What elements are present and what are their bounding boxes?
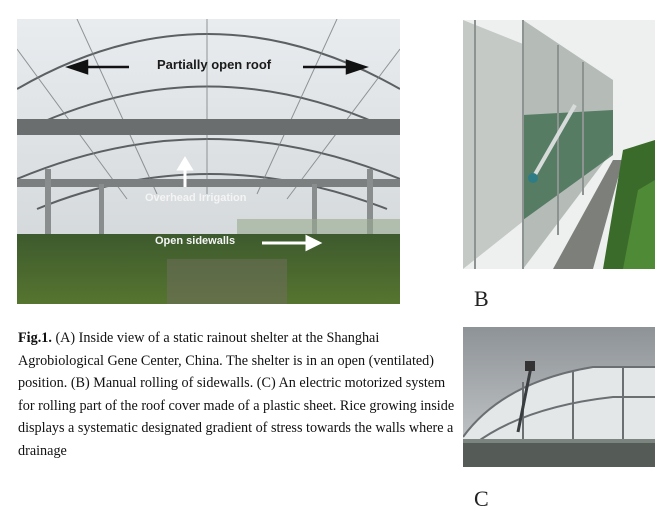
roof-label: Partially open roof	[157, 57, 272, 72]
figure-c-roof-photo	[463, 327, 655, 467]
irrigation-label: Overhead Irrigation	[145, 192, 247, 204]
figure-a-shelter-interior	[17, 19, 400, 304]
figure-b-sidewall-photo	[463, 20, 655, 269]
caption-text: (A) Inside view of a static rainout shelter at the Shanghai Agrobiological Gene Center, China. The shelter is in an open (ventilated) position. (B) Manual rolling of sidewalls. (C) An electric motorized system for rolling part of the roof cover made of a plastic sheet. Rice growing inside displays a systematic designated gradient of stress towards the walls where a drainage	[18, 330, 455, 459]
panel-letter-b: B	[474, 286, 489, 311]
panel-letter-c: C	[474, 486, 489, 511]
figure-caption	[18, 327, 458, 463]
sidewalls-label: Open sidewalls	[155, 235, 236, 247]
caption-label: Fig.1.	[18, 330, 52, 346]
